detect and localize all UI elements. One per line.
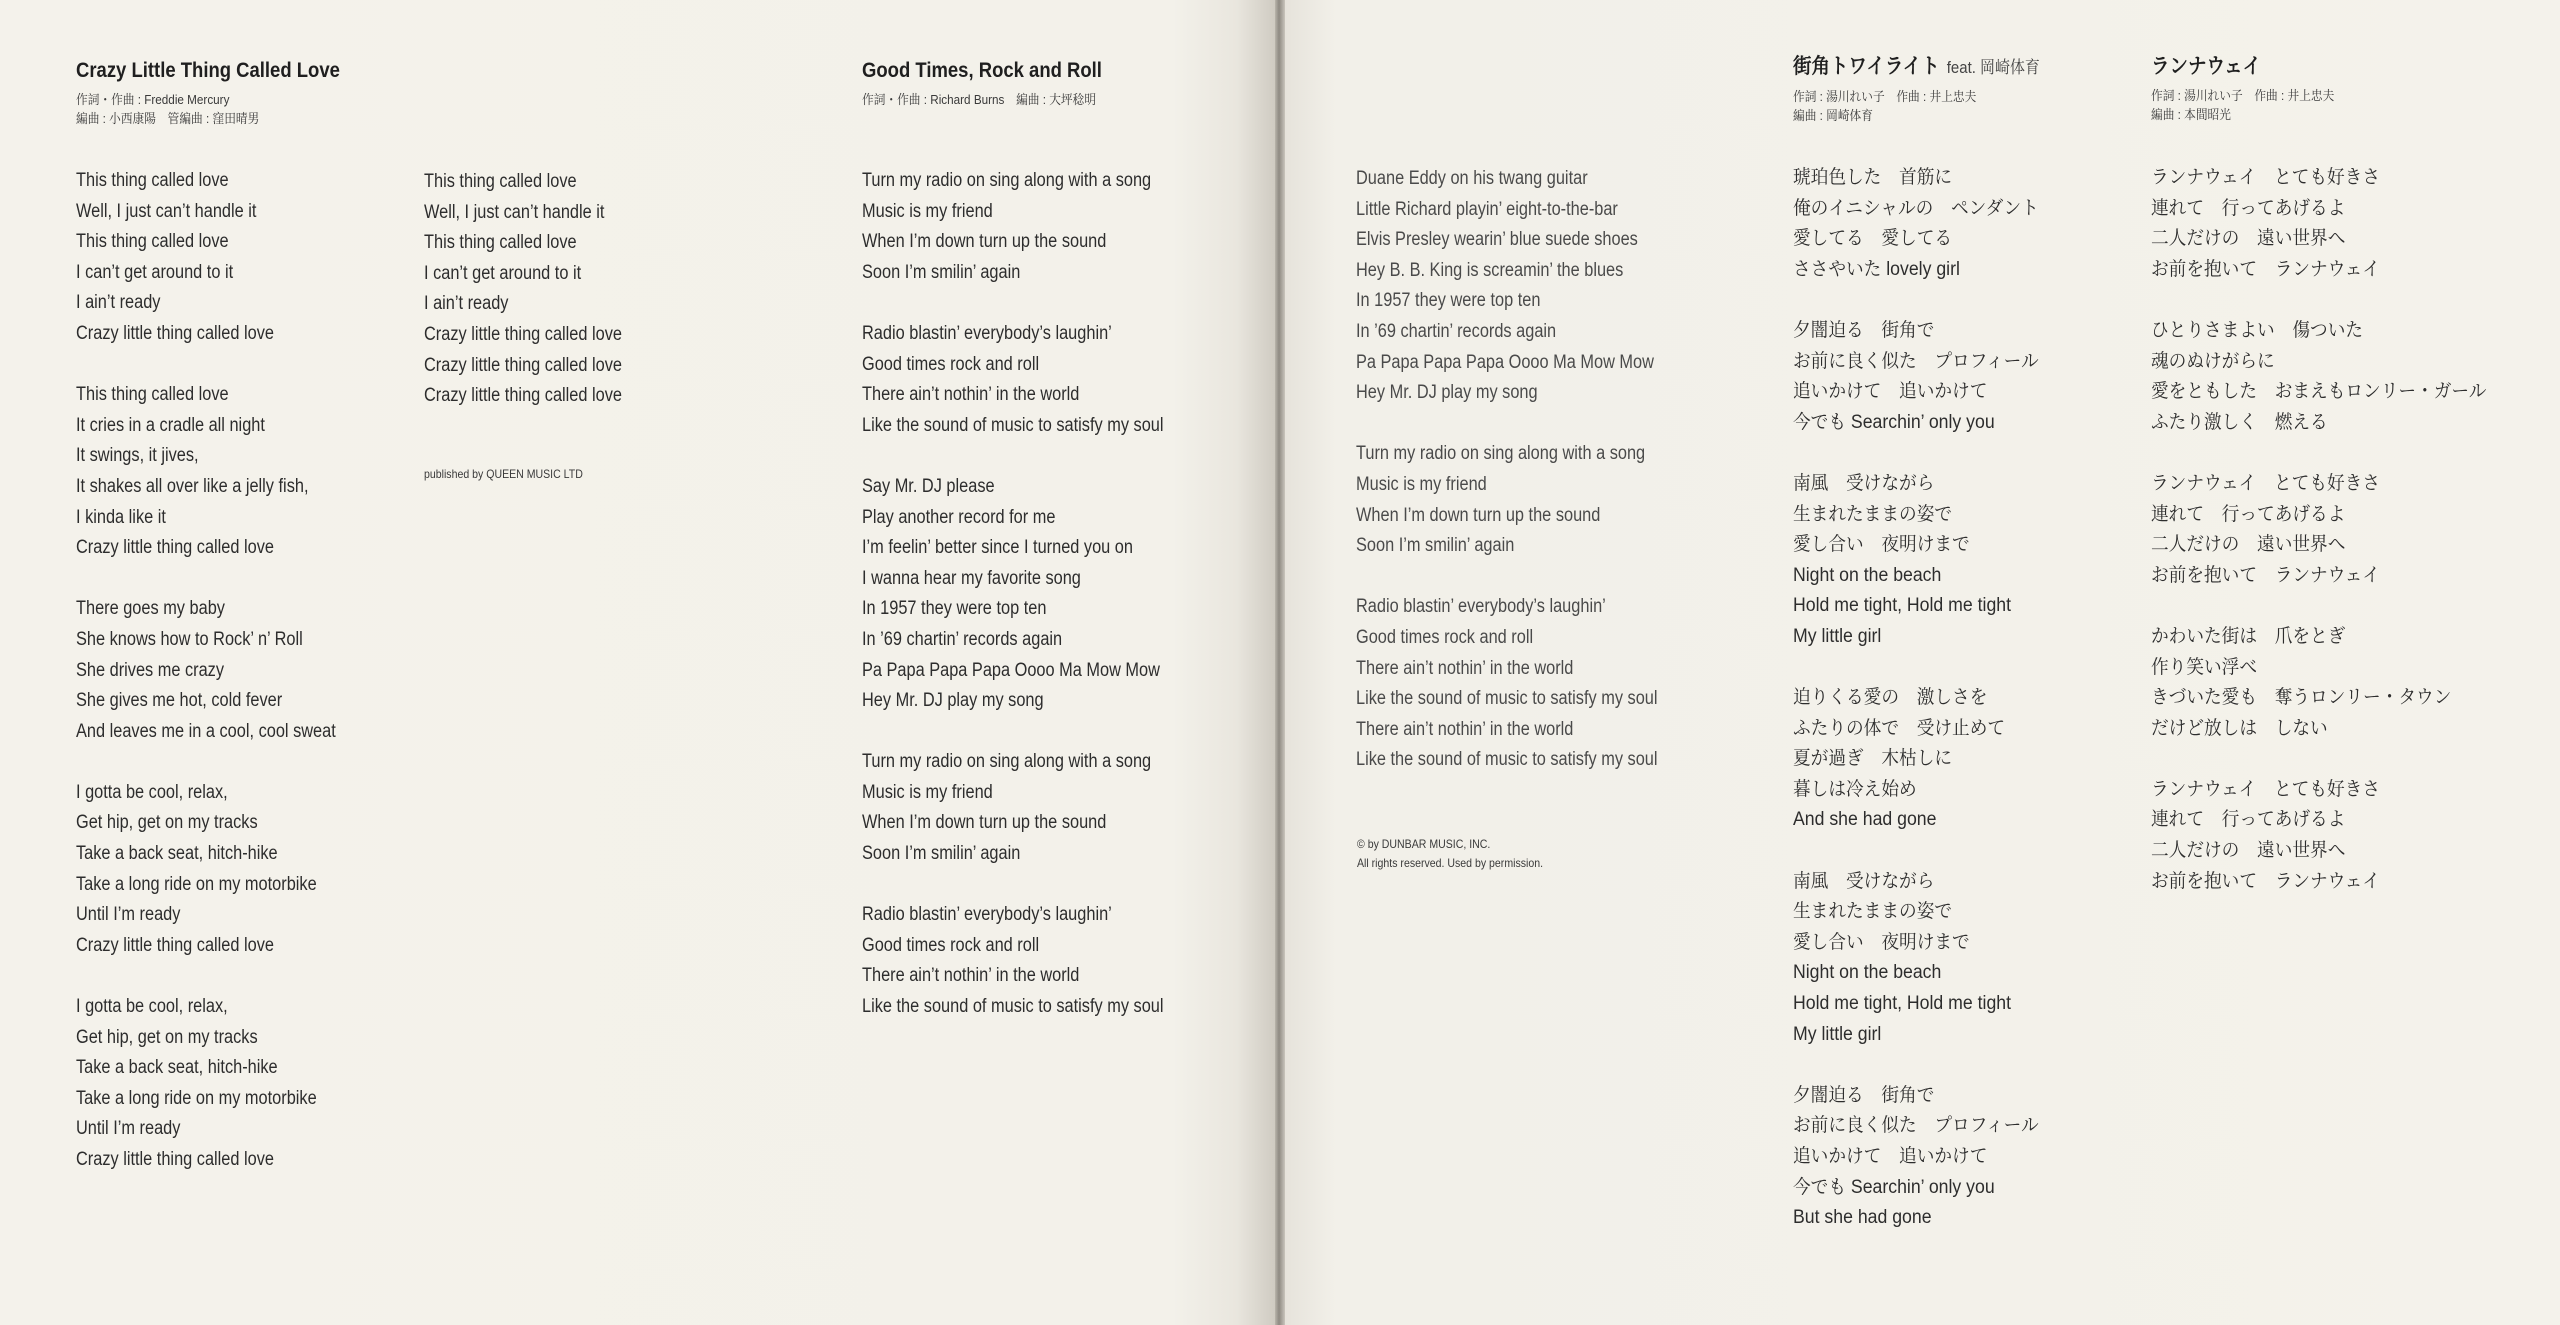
lyric-line: Take a long ride on my motorbike [76,1087,317,1109]
lyric-line: When I’m down turn up the sound [862,812,1107,834]
song-credits [862,90,1135,109]
lyric-line: 愛をともした おまえもロンリー・ガール [2151,381,2487,403]
lyric-line: Music is my friend [862,781,993,803]
lyric-line: Hey B. B. King is screamin’ the blues [1356,259,1624,281]
lyric-line: Say Mr. DJ please [862,475,995,497]
lyric-line: Like the sound of music to satisfy my soul [862,414,1164,436]
song-credits [1793,87,2074,125]
lyric-line: This thing called love [76,231,229,253]
lyric-line: There ain’t nothin’ in the world [1356,718,1574,740]
lyric-line: This thing called love [76,384,229,406]
publisher-text: published by QUEEN MUSIC LTD [424,467,583,481]
lyric-line: Night on the beach [1793,564,1942,586]
lyric-line: There goes my baby [76,598,225,620]
credit-line: 編曲 : 本間昭光 [2151,107,2231,122]
song-feat: feat. 岡崎体育 [1946,58,2040,77]
lyric-stanza [76,380,378,564]
lyric-line: 追いかけて 追いかけて [1793,1146,1988,1167]
song1-lyrics-column-1 [76,166,378,1206]
lyric-line: I’m feelin’ better since I turned you on [862,537,1133,559]
lyric-line: Soon I’m smilin’ again [862,261,1021,283]
lyric-stanza [862,319,1213,441]
lyric-line: お前に良く似た プロフィール [1793,1115,2039,1137]
lyric-line: 今でも Searchin’ only you [1793,1176,1995,1198]
lyric-line: 俺のイニシャルの ペンダント [1793,197,2039,219]
lyric-line: 生まれたままの姿で [1793,503,1953,525]
lyric-line: ランナウェイ とても好きさ [2151,472,2381,494]
lyric-line: ふたり激しく 燃える [2151,411,2328,433]
lyric-line: Turn my radio on sing along with a song [862,751,1152,773]
lyric-line: 暮しは冷え始め [1793,778,1917,800]
publisher-note [424,465,605,484]
lyric-stanza [76,166,378,350]
copyright-note [1357,835,1568,873]
credit-line: 作詞・作曲 : Richard Burns 編曲 : 大坪稔明 [862,92,1097,107]
lyric-stanza [2151,316,2512,438]
credit-line: 作詞 : 湯川れい子 作曲 : 井上忠夫 [1793,89,1977,104]
lyric-line: 連れて 行ってあげるよ [2151,809,2346,831]
lyric-line: Crazy little thing called love [76,537,274,559]
lyric-line: My little girl [1793,625,1882,647]
lyric-line: Radio blastin’ everybody’s laughin’ [862,322,1112,344]
song-title: Good Times, Rock and Roll [862,59,1102,82]
lyric-line: It cries in a cradle all night [76,414,265,436]
lyric-line: I gotta be cool, relax, [76,996,228,1018]
lyric-line: だけど放しは しない [2151,717,2328,739]
lyric-stanza [862,747,1213,869]
lyric-line: 今でも Searchin’ only you [1793,411,1995,433]
lyric-line: お前を抱いて ランナウェイ [2151,870,2381,892]
song2-lyrics-column-2 [1356,164,1707,806]
lyric-line: She gives me hot, cold fever [76,690,283,712]
lyric-line: 南風 受けながら [1793,472,1935,494]
lyric-line: In ’69 chartin’ records again [862,628,1063,650]
lyric-stanza [1793,1081,2057,1234]
song-title-text: 街角トワイライト [1793,55,1940,78]
lyric-line: Take a long ride on my motorbike [76,873,317,895]
credit-line: 作詞・作曲 : Freddie Mercury [76,92,230,107]
lyric-line: Crazy little thing called love [76,934,274,956]
lyric-line: I can’t get around to it [424,262,582,284]
lyric-line: 愛し合い 夜明けまで [1793,931,1970,953]
lyric-line: 魂のぬけがらに [2151,350,2275,372]
lyric-stanza [1793,163,2057,285]
song1-header [76,58,376,128]
lyric-line: There ain’t nothin’ in the world [862,965,1080,987]
lyric-line: Until I’m ready [76,1118,181,1140]
lyric-line: 夏が過ぎ 木枯しに [1793,748,1953,770]
song1-lyrics-column-2 [424,167,654,442]
lyric-line: Good times rock and roll [862,934,1040,956]
lyric-line: I wanna hear my favorite song [862,567,1081,589]
credit-line: 編曲 : 小西康陽 管編曲 : 窪田晴男 [76,111,260,126]
lyric-line: And she had gone [1793,809,1937,831]
lyric-line: Until I’m ready [76,904,181,926]
song-title: Crazy Little Thing Called Love [76,59,340,82]
lyric-line: ランナウェイ とても好きさ [2151,778,2381,800]
page-gutter [1275,0,1285,1325]
lyric-line: ふたりの体で 受け止めて [1793,717,2006,739]
lyric-stanza [76,778,378,962]
lyric-line: Elvis Presley wearin’ blue suede shoes [1356,229,1638,251]
lyric-line: Crazy little thing called love [76,322,274,344]
lyric-line: This thing called love [424,171,577,192]
lyric-stanza [1793,867,2057,1051]
lyric-line: This thing called love [424,232,577,254]
lyric-line: 迫りくる愛の 激しさを [1793,687,1988,709]
lyric-stanza [1356,164,1707,409]
lyric-stanza [424,167,654,412]
song2-lyrics-column-1 [862,166,1213,1053]
copyright-line: All rights reserved. Used by permission. [1357,856,1544,870]
lyric-line: 連れて 行ってあげるよ [2151,197,2346,219]
song-title: ランナウェイ [2151,55,2262,78]
lyric-line: お前に良く似た プロフィール [1793,350,2039,372]
lyric-line: In 1957 they were top ten [1356,290,1541,312]
lyric-line: And leaves me in a cool, cool sweat [76,720,336,742]
credit-line: 編曲 : 岡崎体育 [1793,108,1873,123]
lyric-line: This thing called love [76,170,229,191]
lyric-line: I ain’t ready [424,293,509,315]
song3-header [1793,54,2074,125]
lyric-line: I kinda like it [76,506,166,528]
lyric-stanza [1793,469,2057,653]
lyric-line: 作り笑い浮べ [2151,656,2258,678]
lyric-line: Play another record for me [862,506,1056,528]
lyric-line: My little girl [1793,1023,1882,1045]
lyric-line: Hold me tight, Hold me tight [1793,993,2012,1015]
song4-lyrics [2151,163,2512,928]
lyric-stanza [862,900,1213,1022]
song-credits [76,90,376,128]
lyric-line: 琥珀色した 首筋に [1793,167,1953,188]
lyric-line: 連れて 行ってあげるよ [2151,503,2346,525]
lyric-line: But she had gone [1793,1207,1932,1229]
lyric-line: Hey Mr. DJ play my song [862,690,1044,712]
lyric-line: 生まれたままの姿で [1793,901,1953,923]
lyric-line: 愛してる 愛してる [1793,228,1953,250]
lyric-line: ひとりさまよい 傷ついた [2151,319,2364,341]
lyric-line: Take a back seat, hitch-hike [76,843,278,865]
lyric-line: Like the sound of music to satisfy my soul [1356,688,1658,710]
lyric-line: Turn my radio on sing along with a song [862,170,1152,191]
lyric-line: Turn my radio on sing along with a song [1356,443,1646,465]
lyric-line: Good times rock and roll [862,353,1040,375]
lyric-line: 夕闇迫る 街角で [1793,319,1935,341]
lyric-line: Soon I’m smilin’ again [862,843,1021,865]
copyright-line: © by DUNBAR MUSIC, INC. [1357,837,1491,851]
lyric-line: Crazy little thing called love [424,354,622,376]
lyric-line: Hold me tight, Hold me tight [1793,595,2012,617]
lyric-line: 二人だけの 遠い世界へ [2151,534,2346,556]
song4-header [2151,54,2355,124]
lyric-line: お前を抱いて ランナウェイ [2151,564,2381,586]
lyric-line: Night on the beach [1793,962,1942,984]
lyric-line: In ’69 chartin’ records again [1356,320,1557,342]
lyric-line: Radio blastin’ everybody’s laughin’ [1356,596,1606,618]
lyric-line: かわいた街は 爪をとぎ [2151,625,2346,647]
lyric-line: Get hip, get on my tracks [76,1026,258,1048]
lyric-line: 二人だけの 遠い世界へ [2151,840,2346,862]
lyric-line: 追いかけて 追いかけて [1793,381,1988,403]
lyric-line: It swings, it jives, [76,445,199,467]
lyric-line: I ain’t ready [76,292,161,314]
lyric-stanza [2151,622,2512,744]
lyric-stanza [2151,775,2512,897]
lyric-line: Soon I’m smilin’ again [1356,535,1515,557]
lyric-line: 南風 受けながら [1793,870,1935,892]
credit-line: 作詞 : 湯川れい子 作曲 : 井上忠夫 [2151,88,2335,103]
lyric-line: She drives me crazy [76,659,225,681]
lyric-stanza [76,594,378,747]
lyric-line: Pa Papa Papa Papa Oooo Ma Mow Mow [862,659,1160,681]
lyric-line: 愛し合い 夜明けまで [1793,534,1970,556]
lyric-line: Pa Papa Papa Papa Oooo Ma Mow Mow [1356,351,1654,373]
lyric-line: Like the sound of music to satisfy my soul [862,996,1164,1018]
lyric-line: きづいた愛も 奪うロンリー・タウン [2151,687,2452,709]
song-title [1793,54,2040,81]
lyric-line: Well, I just can’t handle it [76,200,257,222]
lyric-line: Crazy little thing called love [424,323,622,345]
lyric-line: It shakes all over like a jelly fish, [76,475,309,497]
lyric-stanza [862,166,1213,288]
lyric-line: ランナウェイ とても好きさ [2151,167,2381,188]
song-credits [2151,86,2355,124]
lyric-stanza [1793,316,2057,438]
lyric-line: ささやいた lovely girl [1793,258,1960,280]
lyric-line: Like the sound of music to satisfy my soul [1356,749,1658,771]
lyric-line: There ain’t nothin’ in the world [1356,657,1574,679]
lyric-stanza [862,472,1213,717]
lyric-line: There ain’t nothin’ in the world [862,384,1080,406]
lyric-line: Crazy little thing called love [76,1149,274,1170]
lyric-stanza [2151,163,2512,285]
lyric-stanza [76,992,378,1176]
lyric-stanza [1356,592,1707,776]
lyric-line: Little Richard playin’ eight-to-the-bar [1356,198,1618,220]
lyric-line: 夕闇迫る 街角で [1793,1084,1935,1106]
lyric-line: Music is my friend [862,200,993,222]
lyric-line: Take a back seat, hitch-hike [76,1057,278,1079]
lyric-stanza [1793,683,2057,836]
lyric-line: お前を抱いて ランナウェイ [2151,258,2381,280]
lyric-line: When I’m down turn up the sound [862,231,1107,253]
lyric-line: Get hip, get on my tracks [76,812,258,834]
lyric-line: 二人だけの 遠い世界へ [2151,228,2346,250]
lyric-stanza [2151,469,2512,591]
lyric-line: Radio blastin’ everybody’s laughin’ [862,904,1112,926]
song3-lyrics [1793,163,2057,1264]
song2-header [862,58,1135,109]
lyric-line: Well, I just can’t handle it [424,201,605,223]
lyric-stanza [1356,439,1707,561]
lyric-line: Duane Eddy on his twang guitar [1356,168,1588,189]
lyric-line: I gotta be cool, relax, [76,781,228,803]
lyric-line: Music is my friend [1356,473,1487,495]
lyric-line: Good times rock and roll [1356,626,1534,648]
lyric-line: Hey Mr. DJ play my song [1356,382,1538,404]
lyric-line: She knows how to Rock’ n’ Roll [76,628,303,650]
lyric-line: Crazy little thing called love [424,385,622,407]
lyric-line: I can’t get around to it [76,261,234,283]
lyric-line: When I’m down turn up the sound [1356,504,1601,526]
lyric-line: In 1957 they were top ten [862,598,1047,620]
